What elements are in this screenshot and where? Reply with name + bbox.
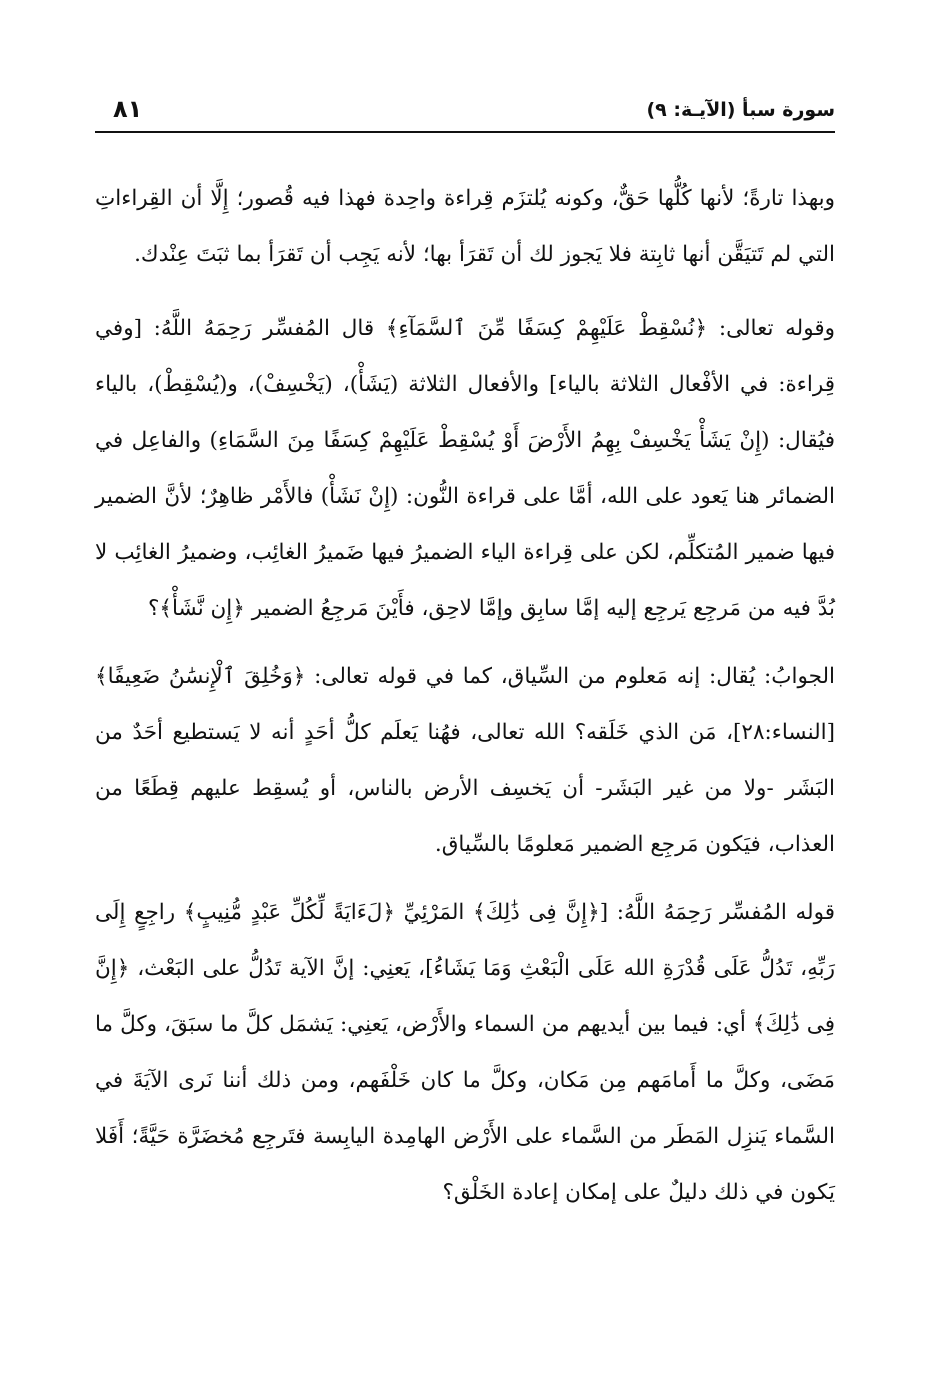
paragraph-1: وبهذا تارةً؛ لأنها كُلُّها حَقٌّ، وكونه يُلتزَم قِراءة واحِدة فهذا فيه قُصور؛ إِلَّا أن القِراءاتِ التي لم تَتيَقَّن أنها ثابِتة فلا يَجوز لك أن تَقرَأ بها؛ لأنه يَجِب أن تَقرَأ بما ثبَتَ عِنْدك. xyxy=(95,186,835,267)
page-number: ٨١ xyxy=(113,95,143,123)
surah-header-title: سورة سبأ (الآيـة: ٩) xyxy=(646,99,835,121)
book-page xyxy=(95,95,835,1325)
paragraph-4: قوله المُفسِّر رَحِمَهُ اللَّهُ: [﴿إِنَّ فِى ذَٰلِكَ﴾ المَرْئِيِّ ﴿لَءَايَةً لِّكُلِّ عَبْدٍ مُّنِيبٍ﴾ راجِعٍ إِلَى رَبِّهِ، تَدُلُّ عَلَى قُدْرَةِ الله عَلَى الْبَعْثِ وَمَا يَشَاءُ]، يَعنِي: إنَّ الآية تَدُلُّ على البَعْث، ﴿إِنَّ فِى ذَٰلِكَ﴾ أي: فيما بين أيديهم من السماء والأَرْض، يَعنِي: يَشمَل كلَّ ما سبَقَ، وكلَّ ما مَضَى، وكلَّ ما أَمامَهم مِن مَكان، وكلَّ ما كان خَلْفَهم، ومن ذلك أننا نَرى الآيَةَ في السَّماء يَنزِل المَطَر من السَّماء على الأَرْض الهامِدة اليابِسة فتَرجِع مُخضَرَّة حَيَّةً؛ أَفَلا يَكون في ذلك دليلٌ على إمكان إعادة الخَلْق؟ xyxy=(95,900,836,1205)
paragraph-3: الجوابُ: يُقال: إنه مَعلوم من السِّياق، كما في قوله تعالى: ﴿وَخُلِقَ ٱلْإِنسَٰنُ ضَعِيفًا﴾ [النساء:٢٨]، مَن الذي خَلَقه؟ الله تعالى، فهُنا يَعلَم كلُّ أحَدٍ أنه لا يَستطيع أحَدٌ من البَشَر -ولا من غير البَشَر- أن يَخسِف الأرض بالناس، أو يُسقِط عليهم قِطَعًا من العذاب، فيَكون مَرجِع الضمير مَعلومًا بالسِّياق. xyxy=(95,664,835,857)
paragraph-2: وقوله تعالى: ﴿نُسْقِطْ عَلَيْهِمْ كِسَفًا مِّنَ ٱلسَّمَآءِ﴾ قال المُفسِّر رَحِمَهُ اللَّهُ: [وفي قِراءة: في الأفْعال الثلاثة بالياء] والأفعال الثلاثة (يَشَأْ)، (يَخْسِفْ)، و(يُسْقِطْ)، بالياء فيُقال: (إِنْ يَشَأْ يَخْسِفْ بِهِمُ الأَرْضَ أَوْ يُسْقِطْ عَلَيْهِمْ كِسَفًا مِنَ السَّمَاءِ) والفاعِل في الضمائر هنا يَعود على الله، أمَّا على قراءة النُّون: (إِنْ نَشَأْ) فالأَمْر ظاهِرٌ؛ لأنَّ الضمير فيها ضمير المُتكلِّم، لكن على قِراءة الياء الضميرُ فيها ضَميرُ الغائِب، وضميرُ الغائِب لا بُدَّ فيه من مَرجِع يَرجِع إليه إمَّا سابِق وإمَّا لاحِق، فأَيْنَ مَرجِعُ الضمير ﴿إِن نَّشَأْ﴾؟ xyxy=(95,316,835,621)
header-divider xyxy=(95,131,835,133)
page-header xyxy=(95,95,835,135)
